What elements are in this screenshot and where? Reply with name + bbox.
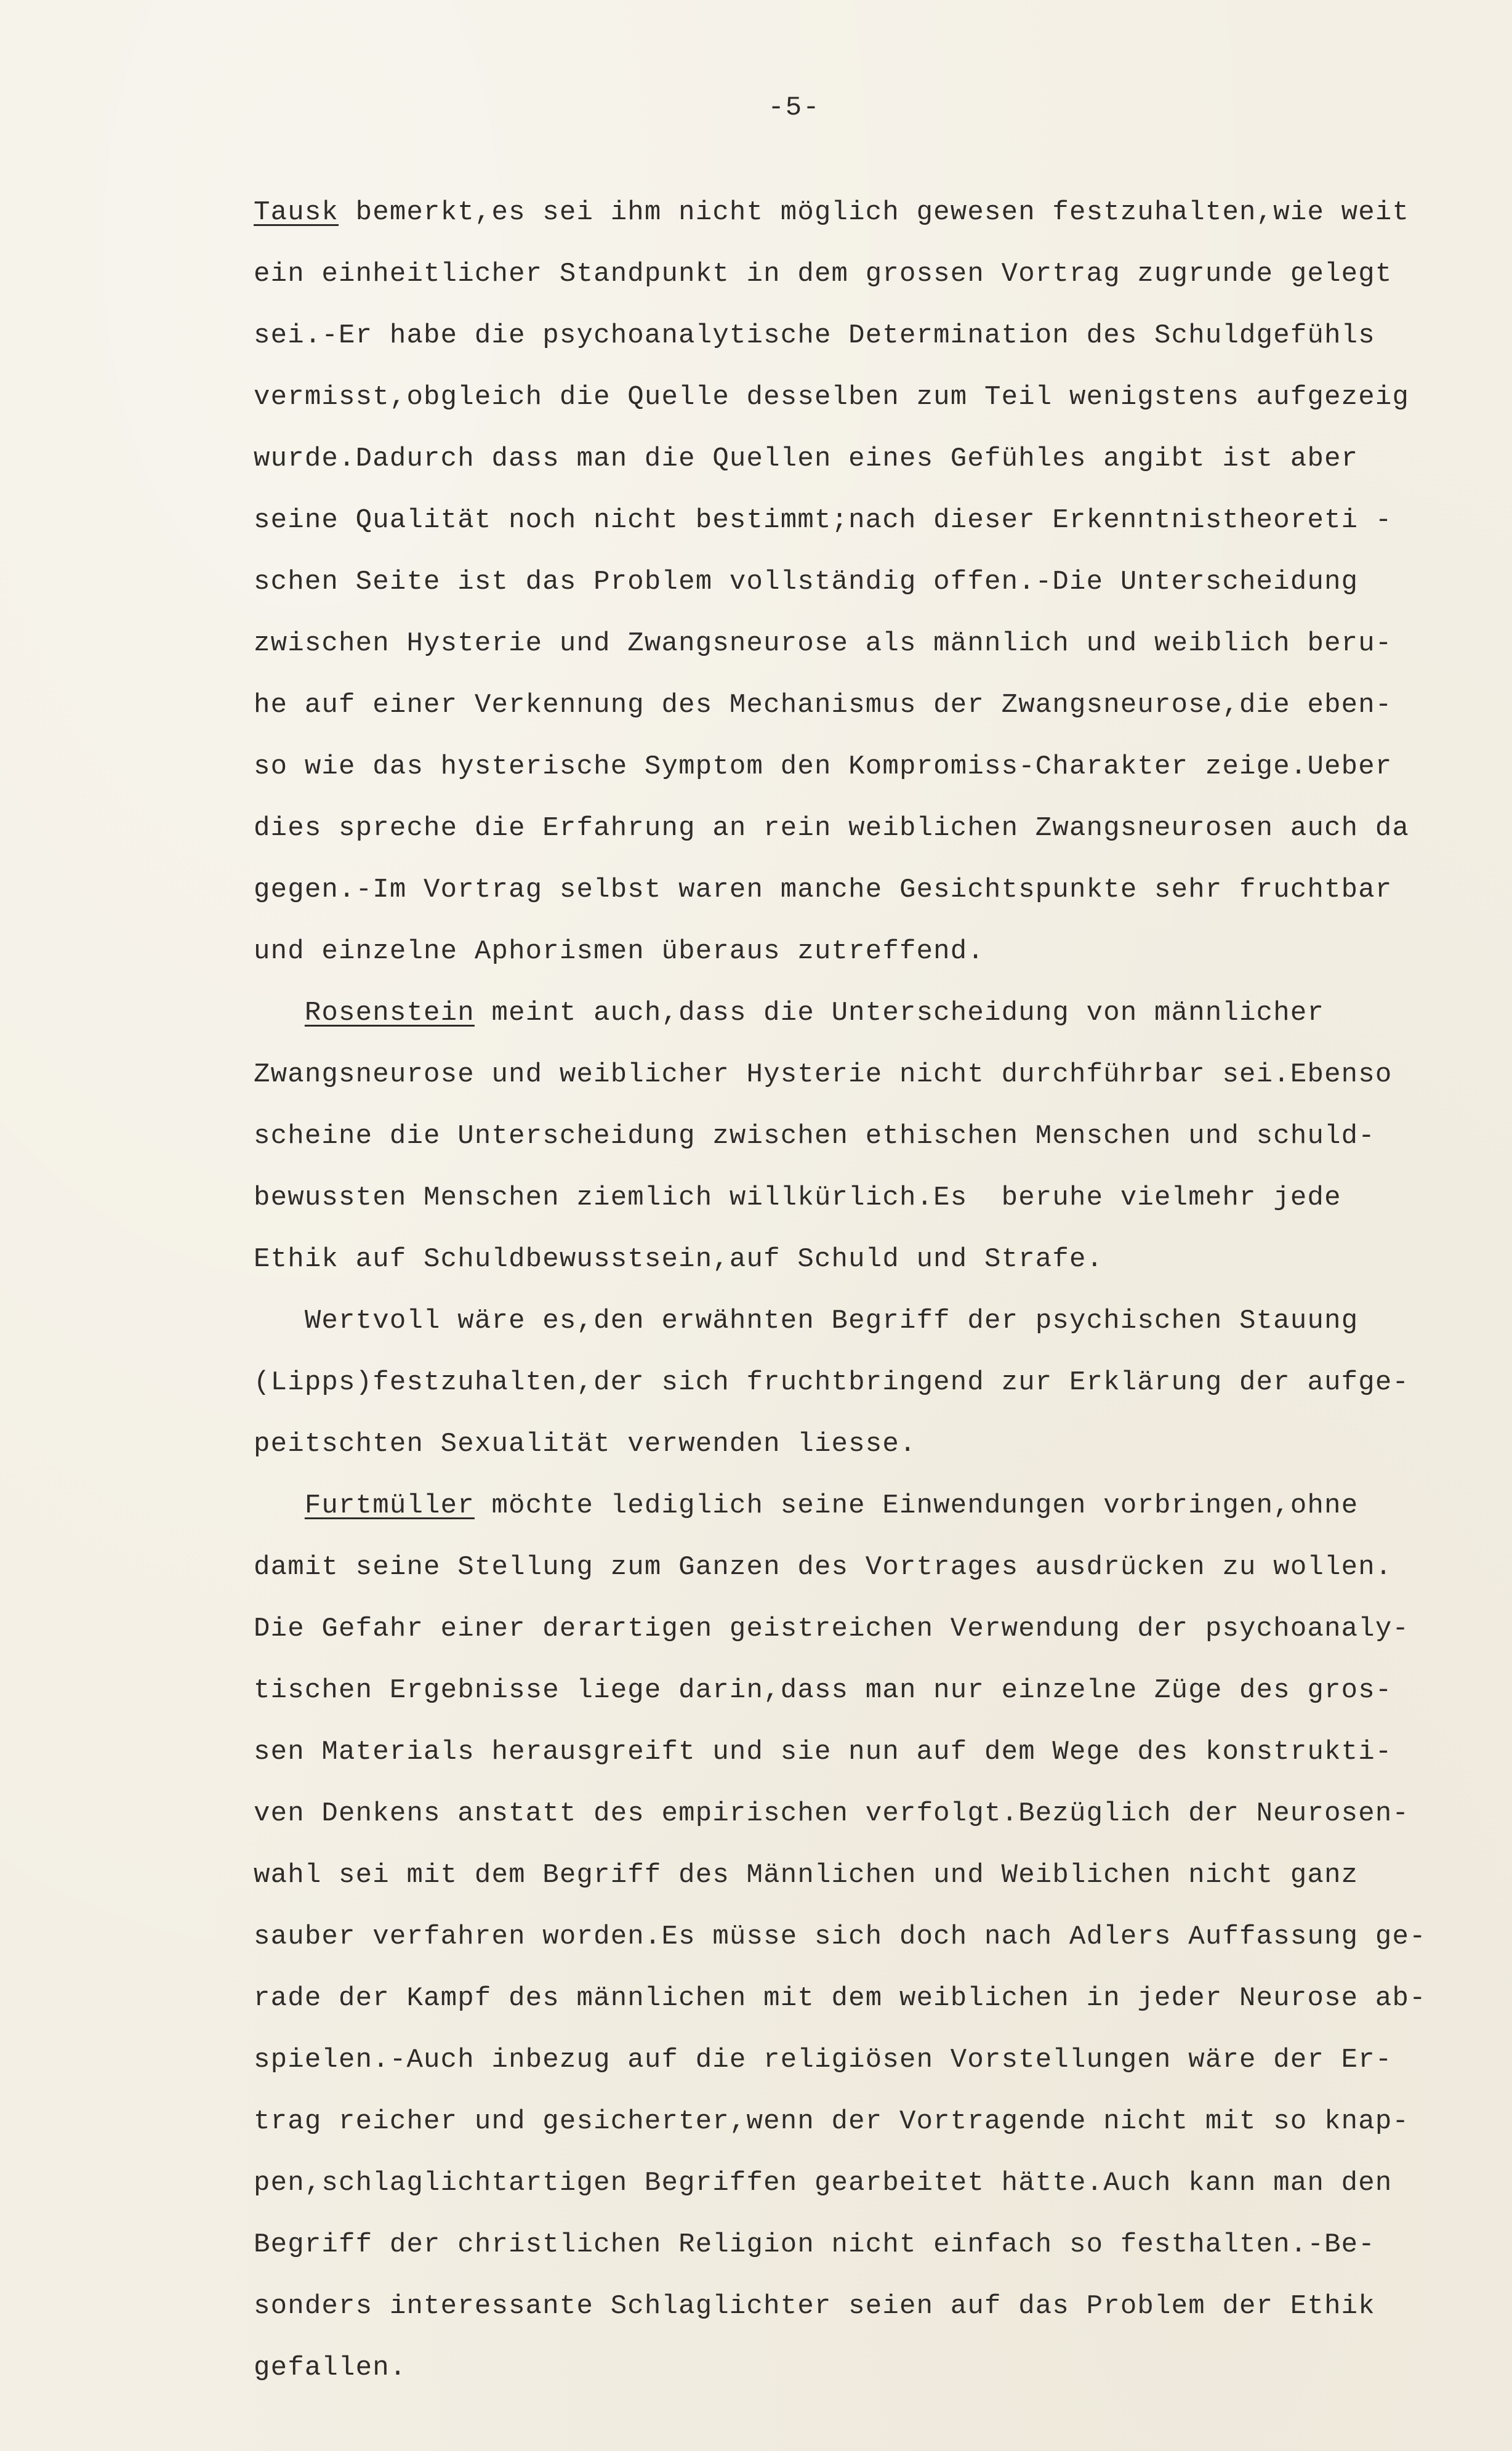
text-line: he auf einer Verkennung des Mechanismus der Zwangsneurose,die eben- (254, 690, 1393, 721)
page-number: -5- (768, 92, 821, 123)
text-line: Zwangsneurose und weiblicher Hysterie nicht durchführbar sei.Ebenso (254, 1059, 1393, 1090)
speaker-name-furtmueller: Furtmüller (304, 1490, 475, 1521)
text-line: zwischen Hysterie und Zwangsneurose als männlich und weiblich beru- (254, 628, 1393, 659)
text-line: gefallen. (254, 2352, 407, 2383)
text-line: sauber verfahren worden.Es müsse sich doch nach Adlers Auffassung ge- (254, 1921, 1426, 1952)
speaker-name-rosenstein: Rosenstein (304, 998, 475, 1028)
text-line: sen Materials herausgreift und sie nun auf dem Wege des konstrukti- (254, 1737, 1393, 1767)
text-line: Begriff der christlichen Religion nicht einfach so festhalten.-Be- (254, 2229, 1375, 2260)
text-line: wurde.Dadurch dass man die Quellen eines Gefühles angibt ist aber (254, 443, 1359, 474)
text-line: rade der Kampf des männlichen mit dem weiblichen in jeder Neurose ab- (254, 1983, 1426, 2014)
text-line: damit seine Stellung zum Ganzen des Vortrages ausdrücken zu wollen. (254, 1552, 1393, 1583)
line-text: bemerkt,es sei ihm nicht möglich gewesen festzuhalten,wie weit (339, 197, 1410, 228)
text-line: vermisst,obgleich die Quelle desselben zum Teil wenigstens aufgezeig (254, 382, 1410, 413)
text-line (254, 1475, 1503, 1536)
text-line: Ethik auf Schuldbewusstsein,auf Schuld und Strafe. (254, 1244, 1104, 1275)
line-text: meint auch,dass die Unterscheidung von männlicher (474, 998, 1325, 1028)
indent (254, 998, 305, 1028)
text-line: ven Denkens anstatt des empirischen verfolgt.Bezüglich der Neurosen- (254, 1798, 1410, 1829)
text-line: tischen Ergebnisse liege darin,dass man nur einzelne Züge des gros- (254, 1675, 1393, 1706)
text-line: sei.-Er habe die psychoanalytische Determination des Schuldgefühls (254, 320, 1375, 351)
text-line: schen Seite ist das Problem vollständig offen.-Die Unterscheidung (254, 567, 1359, 597)
text-line: sonders interessante Schlaglichter seien auf das Problem der Ethik (254, 2291, 1375, 2322)
text-line: Die Gefahr einer derartigen geistreichen Verwendung der psychoanaly- (254, 1613, 1410, 1644)
indent (254, 1490, 305, 1521)
text-line: gegen.-Im Vortrag selbst waren manche Gesichtspunkte sehr fruchtbar (254, 874, 1393, 905)
text-line (254, 982, 1503, 1044)
text-line: wahl sei mit dem Begriff des Männlichen und Weiblichen nicht ganz (254, 1860, 1359, 1891)
text-line (254, 182, 1503, 243)
text-line: trag reicher und gesicherter,wenn der Vortragende nicht mit so knap- (254, 2106, 1410, 2137)
text-line: seine Qualität noch nicht bestimmt;nach dieser Erkenntnistheoreti - (254, 505, 1393, 536)
text-line: pen,schlaglichtartigen Begriffen gearbeitet hätte.Auch kann man den (254, 2168, 1393, 2199)
text-line: spielen.-Auch inbezug auf die religiösen Vorstellungen wäre der Er- (254, 2045, 1393, 2075)
document-body (254, 182, 1503, 2399)
text-line: peitschten Sexualität verwenden liesse. (254, 1429, 917, 1460)
text-line (254, 1290, 1503, 1352)
text-line: so wie das hysterische Symptom den Kompromiss-Charakter zeige.Ueber (254, 751, 1393, 782)
text-line: bewussten Menschen ziemlich willkürlich.Es beruhe vielmehr jede (254, 1182, 1341, 1213)
text-line: ein einheitlicher Standpunkt in dem grossen Vortrag zugrunde gelegt (254, 259, 1393, 289)
line-text: möchte lediglich seine Einwendungen vorbringen,ohne (474, 1490, 1359, 1521)
text-line: scheine die Unterscheidung zwischen ethischen Menschen und schuld- (254, 1121, 1375, 1152)
text-line: und einzelne Aphorismen überaus zutreffend. (254, 936, 984, 967)
text-line: (Lipps)festzuhalten,der sich fruchtbringend zur Erklärung der aufge- (254, 1367, 1410, 1398)
indent (254, 1306, 305, 1336)
line-text: Wertvoll wäre es,den erwähnten Begriff der psychischen Stauung (304, 1306, 1359, 1336)
speaker-name-tausk: Tausk (254, 197, 339, 228)
text-line: dies spreche die Erfahrung an rein weiblichen Zwangsneurosen auch da (254, 813, 1410, 844)
